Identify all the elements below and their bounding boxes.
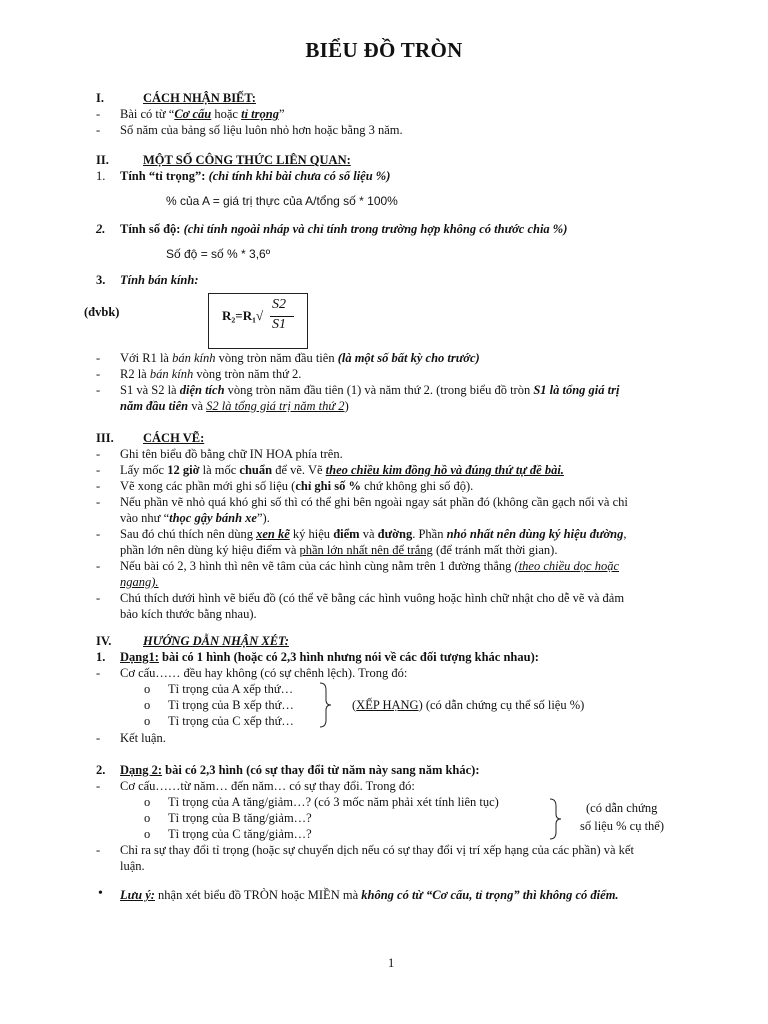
list-item-continued: bảo kích thước bằng nhau). (120, 607, 257, 621)
list-item: Sau đó chú thích nên dùng xen kẽ ký hiệu điểm và đường. Phần nhỏ nhất nên dùng ký hiệu đường, (120, 527, 627, 541)
list-item: Tỉ trọng của A tăng/giảm…? (có 3 mốc năm phải xét tính liên tục) (168, 795, 499, 809)
list-item: Tỉ trọng của B xếp thứ… (168, 698, 294, 712)
bullet-dash: - (96, 479, 101, 493)
list-item: Nếu phần vẽ nhỏ quá khó ghi số thì có thể ghi bên ngoài ngay sát phần đó (không cần gạch nối và chỉ (120, 495, 628, 509)
section-heading: HƯỚNG DẪN NHẬN XÉT: (143, 634, 289, 648)
bullet-dash: - (96, 779, 101, 793)
bullet-o: o (144, 811, 151, 825)
bullet-dash: - (96, 666, 101, 680)
brace-icon (318, 682, 332, 728)
subsection-number: 2. (96, 763, 106, 777)
bullet-o: o (144, 827, 151, 841)
bullet-dash: - (96, 351, 101, 365)
section-heading: MỘT SỐ CÔNG THỨC LIÊN QUAN: (143, 153, 351, 167)
list-item: S1 và S2 là diện tích vòng tròn năm đầu tiên (1) và năm thứ 2. (trong biểu đồ tròn S1 là tổng giá trị (120, 383, 620, 397)
section-heading: CÁCH VẼ: (143, 431, 205, 445)
list-item-continued: năm đầu tiên và S2 là tổng giá trị năm thứ 2) (120, 399, 349, 413)
section-number: II. (96, 153, 109, 167)
formula-number: 2. (96, 222, 106, 236)
bullet-dash: - (96, 123, 101, 137)
list-item: Vẽ xong các phần mới ghi số liệu (chỉ ghi số % chứ không ghi số độ). (120, 479, 474, 493)
bullet-dash: - (96, 495, 101, 509)
formula-number: 3. (96, 273, 106, 287)
section-number: IV. (96, 634, 112, 648)
radius-formula: R₂=R₁√ (222, 308, 264, 323)
list-item-continued: phần lớn nên dùng ký hiệu điểm và phần lớn nhất nên để trắng (để tránh mất thời gian). (120, 543, 558, 557)
section-number: I. (96, 91, 104, 105)
bullet-o: o (144, 698, 151, 712)
list-item: Tỉ trọng của A xếp thứ… (168, 682, 294, 696)
formula-number: 1. (96, 169, 106, 183)
fraction-denominator: S1 (272, 317, 286, 332)
subsection-number: 1. (96, 650, 106, 664)
list-item: Với R1 là bán kính vòng tròn năm đầu tiên (là một số bất kỳ cho trước) (120, 351, 480, 365)
formula-text: % của A = giá trị thực của A/tổng số * 100% (166, 194, 398, 208)
bullet-dash: - (96, 383, 101, 397)
list-item: Tỉ trọng của C xếp thứ… (168, 714, 294, 728)
bullet-o: o (144, 795, 151, 809)
formula-heading: Tính bán kính: (120, 273, 199, 287)
list-item: Nếu bài có 2, 3 hình thì nên vẽ tâm của các hình cùng nằm trên 1 đường thẳng (theo chiều dọc hoặc (120, 559, 620, 573)
bullet-dash: - (96, 463, 101, 477)
list-item: Kết luận. (120, 731, 166, 745)
list-item: Lấy mốc 12 giờ là mốc chuẩn để vẽ. Vẽ theo chiều kim đồng hồ và đúng thứ tự đề bài. (120, 463, 564, 477)
bullet-dash: - (96, 591, 101, 605)
brace-icon (548, 798, 562, 840)
bullet-dash: - (96, 367, 101, 381)
dvbk-label: (đvbk) (84, 305, 120, 319)
bullet-o: o (144, 682, 151, 696)
bullet-dash: - (96, 527, 101, 541)
section-number: III. (96, 431, 114, 445)
list-item: Chú thích dưới hình vẽ biểu đồ (có thể vẽ bằng các hình vuông hoặc hình chữ nhật cho dễ vẽ và đảm (120, 591, 625, 605)
list-item: Cơ cấu……từ năm… đến năm… có sự thay đổi. Trong đó: (120, 779, 415, 793)
bullet-dash: - (96, 843, 101, 857)
bullet-dot: • (98, 886, 103, 901)
bullet-dash: - (96, 731, 101, 745)
bullet-dash: - (96, 107, 101, 121)
bullet-dash: - (96, 559, 101, 573)
formula-text: Số độ = số % * 3,6º (166, 247, 271, 261)
list-item: Cơ cấu…… đều hay không (có sự chênh lệch). Trong đó: (120, 666, 408, 680)
fraction-numerator: S2 (272, 297, 286, 312)
list-item: Bài có từ “Cơ cấu hoặc tỉ trọng” (120, 107, 285, 121)
list-item-continued: vào như “thọc gậy bánh xe”). (120, 511, 270, 525)
bullet-o: o (144, 714, 151, 728)
page-number: 1 (388, 956, 395, 970)
list-item: Tỉ trọng của C tăng/giảm…? (168, 827, 312, 841)
ranking-note: (XẾP HẠNG) (có dẫn chứng cụ thể số liệu %) (352, 698, 585, 712)
list-item: Số năm của bảng số liệu luôn nhỏ hơn hoặc bằng 3 năm. (120, 123, 403, 137)
list-item: Tỉ trọng của B tăng/giảm…? (168, 811, 312, 825)
evidence-note: số liệu % cụ thể) (580, 819, 665, 833)
list-item-continued: luận. (120, 859, 145, 873)
formula-heading: Tính “tỉ trọng”: (chỉ tính khi bài chưa có số liệu %) (120, 169, 391, 183)
list-item-continued: ngang). (120, 575, 159, 589)
formula-heading: Tính số độ: (chỉ tính ngoài nháp và chỉ tính trong trường hợp không có thước chia %) (120, 222, 568, 236)
bullet-dash: - (96, 447, 101, 461)
subsection-heading: Dạng 2: bài có 2,3 hình (có sự thay đổi từ năm này sang năm khác): (120, 763, 480, 777)
list-item: R2 là bán kính vòng tròn năm thứ 2. (120, 367, 302, 381)
note: Lưu ý: nhận xét biểu đồ TRÒN hoặc MIỀN mà không có từ “Cơ cấu, tỉ trọng” thì không có điểm. (120, 888, 619, 902)
page-title: BIỂU ĐỒ TRÒN (305, 38, 463, 62)
section-heading: CÁCH NHẬN BIẾT: (143, 91, 256, 105)
list-item: Chỉ ra sự thay đổi tỉ trọng (hoặc sự chuyển dịch nếu có sự thay đổi vị trí xếp hạng của các phần) và kết (120, 843, 634, 857)
list-item: Ghi tên biểu đồ bằng chữ IN HOA phía trên. (120, 447, 343, 461)
evidence-note: (có dẫn chứng (586, 801, 658, 815)
subsection-heading: Dạng1: bài có 1 hình (hoặc có 2,3 hình nhưng nói về các đối tượng khác nhau): (120, 650, 539, 664)
